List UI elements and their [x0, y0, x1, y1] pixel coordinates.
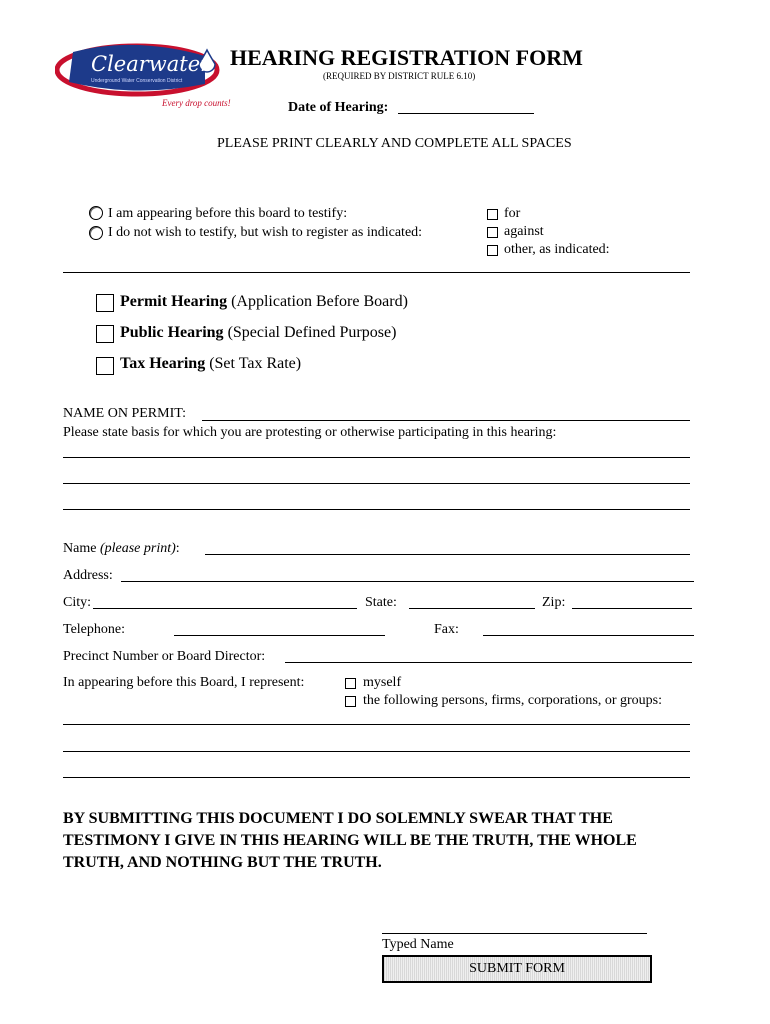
city-field[interactable]: [93, 608, 357, 609]
clearwater-logo: [55, 42, 231, 112]
tax-hearing-note: (Set Tax Rate): [205, 355, 302, 372]
fax-label: Fax:: [434, 622, 459, 637]
checkbox-other-label: other, as indicated:: [504, 242, 610, 257]
divider: [63, 272, 690, 273]
typed-name-label: Typed Name: [382, 937, 454, 952]
city-label: City:: [63, 595, 92, 610]
zip-label: Zip:: [542, 595, 566, 610]
form-subtitle: (REQUIRED BY DISTRICT RULE 6.10): [323, 71, 476, 81]
tax-hearing-title: Tax Hearing: [120, 355, 206, 372]
logo-subtitle: Underground Water Conservation District: [91, 78, 183, 84]
basis-prompt: Please state basis for which you are protesting or otherwise participating in this hearing:: [63, 425, 557, 440]
name-label-colon: :: [175, 541, 180, 556]
telephone-label: Telephone:: [63, 622, 125, 637]
form-title: HEARING REGISTRATION FORM: [230, 45, 583, 70]
state-field[interactable]: [409, 608, 535, 609]
basis-line-3[interactable]: [63, 509, 690, 510]
public-hearing-note: (Special Defined Purpose): [223, 324, 397, 341]
checkbox-for[interactable]: [487, 209, 498, 220]
name-on-permit-label: NAME ON PERMIT:: [63, 406, 186, 421]
print-clearly-instruction: PLEASE PRINT CLEARLY AND COMPLETE ALL SPACES: [217, 136, 572, 151]
checkbox-against-label: against: [504, 224, 544, 239]
permit-hearing-label: [120, 293, 408, 311]
radio-testify[interactable]: [89, 206, 103, 220]
precinct-field[interactable]: [285, 662, 692, 663]
checkbox-myself[interactable]: [345, 678, 356, 689]
zip-field[interactable]: [572, 608, 692, 609]
basis-line-2[interactable]: [63, 483, 690, 484]
name-field[interactable]: [205, 554, 690, 555]
name-hint: (please print): [99, 541, 176, 556]
public-hearing-label: [120, 324, 396, 342]
checkbox-other[interactable]: [487, 245, 498, 256]
telephone-field[interactable]: [174, 635, 385, 636]
checkbox-represent-others-label: the following persons, firms, corporations, or groups:: [363, 693, 663, 708]
fax-field[interactable]: [483, 635, 694, 636]
checkbox-against[interactable]: [487, 227, 498, 238]
permit-hearing-note: (Application Before Board): [227, 293, 408, 310]
name-label: [63, 541, 180, 557]
represent-line-2[interactable]: [63, 751, 690, 752]
logo-tagline: Every drop counts!: [162, 98, 231, 108]
submit-form-button[interactable]: SUBMIT FORM: [382, 955, 652, 983]
name-on-permit-field[interactable]: [202, 420, 690, 421]
represent-label: In appearing before this Board, I represent:: [63, 675, 305, 690]
name-label-text: Name: [63, 541, 97, 556]
date-of-hearing-field[interactable]: [398, 113, 534, 114]
radio-register[interactable]: [89, 226, 103, 240]
checkbox-permit-hearing[interactable]: [96, 294, 114, 312]
tax-hearing-label: [120, 355, 301, 373]
typed-name-field[interactable]: [382, 933, 647, 934]
permit-hearing-title: Permit Hearing: [120, 293, 228, 310]
checkbox-represent-others[interactable]: [345, 696, 356, 707]
represent-line-3[interactable]: [63, 777, 690, 778]
checkbox-myself-label: myself: [363, 675, 402, 690]
logo-brand: Clearwater: [91, 52, 211, 76]
checkbox-for-label: for: [504, 206, 521, 221]
checkbox-tax-hearing[interactable]: [96, 357, 114, 375]
radio-register-label: I do not wish to testify, but wish to register as indicated:: [108, 225, 423, 240]
basis-line-1[interactable]: [63, 457, 690, 458]
state-label: State:: [365, 595, 397, 610]
address-field[interactable]: [121, 581, 694, 582]
precinct-label: Precinct Number or Board Director:: [63, 649, 266, 664]
public-hearing-title: Public Hearing: [120, 324, 224, 341]
radio-testify-label: I am appearing before this board to testify:: [108, 206, 348, 221]
checkbox-public-hearing[interactable]: [96, 325, 114, 343]
address-label: Address:: [63, 568, 113, 583]
oath-statement: BY SUBMITTING THIS DOCUMENT I DO SOLEMNLY SWEAR THAT THE TESTIMONY I GIVE IN THIS HEARING WILL BE THE TRUTH, THE WHOLE TRUTH, AND NOTHING BUT THE TRUTH.: [63, 810, 637, 871]
represent-line-1[interactable]: [63, 724, 690, 725]
date-of-hearing-label: Date of Hearing:: [288, 100, 389, 115]
